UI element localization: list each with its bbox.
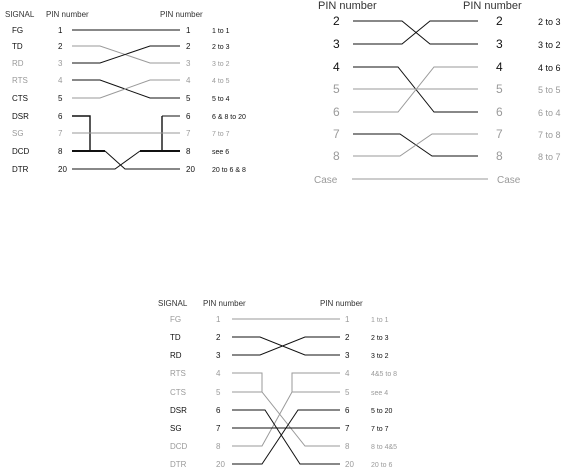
signal-name: SG	[170, 424, 182, 433]
signal-name: TD	[170, 333, 181, 342]
pin-number-header-right: PIN number	[463, 0, 522, 12]
signal-name: DSR	[12, 112, 29, 121]
signal-header: SIGNAL	[158, 299, 188, 308]
pin-right: 20	[345, 460, 354, 467]
signal-name: DTR	[170, 460, 187, 467]
wire-3-to-2	[353, 21, 478, 44]
signal-name: TD	[12, 42, 23, 51]
signal-name: SG	[12, 129, 24, 138]
case-label-left: Case	[314, 175, 338, 186]
signal-name: RTS	[12, 76, 28, 85]
pin-mapping-label: 5 to 20	[371, 408, 393, 415]
pin-right: 5	[345, 388, 350, 397]
pin-right: 3	[345, 351, 350, 360]
pin-mapping-label: 8 to 4&5	[371, 444, 398, 451]
pin-mapping-label: see 6	[212, 149, 230, 156]
wire-cts-to-rts	[72, 80, 180, 98]
pin-right: 2	[496, 14, 503, 28]
pin-mapping-label: 2 to 3	[212, 44, 230, 51]
pin-right: 8	[496, 149, 503, 163]
pin-right: 5	[496, 82, 503, 96]
pin-left: 6	[333, 105, 340, 119]
pin-right: 5	[186, 94, 191, 103]
pin-left: 8	[333, 149, 340, 163]
pin-right: 20	[186, 165, 195, 174]
pin-mapping-label: 3 to 2	[371, 353, 389, 360]
pin-mapping-label: 7 to 8	[538, 130, 561, 140]
case-label-right: Case	[497, 175, 521, 186]
pin-mapping-label: 1 to 1	[371, 317, 389, 324]
signal-name: DSR	[170, 406, 187, 415]
signal-name: RD	[12, 59, 24, 68]
pin-right: 8	[345, 442, 350, 451]
pin-left: 1	[58, 26, 63, 35]
pin-right: 1	[186, 26, 191, 35]
wire-8-to-7	[353, 134, 478, 156]
pin-mapping-label: see 4	[371, 390, 389, 397]
pin-right: 4	[345, 369, 350, 378]
wire-rts-cts-bridge-left	[232, 373, 262, 392]
wire-dtr-to-dcd	[72, 151, 140, 169]
signal-name: DCD	[170, 442, 188, 451]
pin-mapping-label: 4&5 to 8	[371, 371, 398, 378]
signal-name: CTS	[12, 94, 28, 103]
pin-right: 7	[186, 129, 191, 138]
pin-number-header-left: PIN number	[203, 299, 246, 308]
wire-rd-to-td	[72, 46, 180, 63]
wire-dcd-to-dtr	[105, 151, 180, 169]
pin-right: 1	[345, 315, 350, 324]
pin-left: 2	[58, 42, 63, 51]
pin-mapping-label: 20 to 6 & 8	[212, 167, 246, 174]
diagram-2-crossover	[314, 0, 561, 186]
signal-name: FG	[12, 26, 24, 35]
pin-left: 5	[58, 94, 63, 103]
signal-header: SIGNAL	[5, 10, 35, 19]
pin-mapping-label: 2 to 3	[371, 335, 389, 342]
pin-left: 4	[333, 60, 340, 74]
pin-left: 20	[216, 460, 225, 467]
pin-left: 8	[216, 442, 221, 451]
pin-right: 7	[345, 424, 350, 433]
pin-mapping-label: 4 to 6	[538, 63, 561, 73]
signal-name: DTR	[12, 165, 29, 174]
pin-number-header-left: PIN number	[318, 0, 377, 12]
pin-mapping-label: 5 to 5	[538, 85, 561, 95]
pin-left: 2	[216, 333, 221, 342]
pin-left: 3	[333, 37, 340, 51]
pin-left: 20	[58, 165, 67, 174]
pin-mapping-label: 5 to 4	[212, 96, 230, 103]
pin-right: 3	[186, 59, 191, 68]
pin-number-header-right: PIN number	[160, 10, 203, 19]
pin-mapping-label: 6 to 4	[538, 108, 561, 118]
pin-mapping-label: 6 & 8 to 20	[212, 114, 246, 121]
wire-td-to-rd	[232, 337, 340, 355]
wire-dsr-to-dtr	[232, 410, 340, 464]
pin-left: 3	[216, 351, 221, 360]
pin-left: 1	[216, 315, 221, 324]
pin-number-header-left: PIN number	[46, 10, 89, 19]
signal-name: CTS	[170, 388, 186, 397]
pin-left: 2	[333, 14, 340, 28]
pin-number-header-right: PIN number	[320, 299, 363, 308]
pin-right: 7	[496, 127, 503, 141]
signal-name: DCD	[12, 147, 30, 156]
pin-left: 5	[216, 388, 221, 397]
wire-rts-cts-to-dcd	[232, 392, 340, 446]
pin-left: 6	[216, 406, 221, 415]
pin-right: 6	[345, 406, 350, 415]
pin-left: 4	[216, 369, 221, 378]
pin-right: 4	[186, 76, 191, 85]
pin-mapping-label: 2 to 3	[538, 17, 561, 27]
pin-right: 6	[186, 112, 191, 121]
signal-name: RTS	[170, 369, 186, 378]
pin-left: 7	[58, 129, 63, 138]
pin-right: 3	[496, 37, 503, 51]
wire-dtr-to-dsr	[232, 410, 340, 464]
pin-left: 5	[333, 82, 340, 96]
signal-name: FG	[170, 315, 182, 324]
pin-left: 8	[58, 147, 63, 156]
pin-left: 7	[333, 127, 340, 141]
pin-mapping-label: 7 to 7	[371, 426, 389, 433]
pin-right: 2	[186, 42, 191, 51]
pin-right: 8	[186, 147, 191, 156]
pin-right: 2	[345, 333, 350, 342]
pin-left: 4	[58, 76, 63, 85]
pin-mapping-label: 8 to 7	[538, 152, 561, 162]
pin-right: 4	[496, 60, 503, 74]
pin-mapping-label: 1 to 1	[212, 28, 230, 35]
pin-right: 6	[496, 105, 503, 119]
pin-left: 7	[216, 424, 221, 433]
pin-mapping-label: 20 to 6	[371, 462, 393, 467]
pin-left: 6	[58, 112, 63, 121]
pin-mapping-label: 4 to 5	[212, 78, 230, 85]
diagram-3-null-modem	[158, 299, 397, 467]
wire-rd-to-td	[232, 337, 340, 355]
pin-mapping-label: 7 to 7	[212, 131, 230, 138]
diagram-1-25pin-null-modem	[5, 10, 246, 174]
signal-name: RD	[170, 351, 182, 360]
pin-mapping-label: 3 to 2	[212, 61, 230, 68]
pin-mapping-label: 3 to 2	[538, 40, 561, 50]
pin-left: 3	[58, 59, 63, 68]
